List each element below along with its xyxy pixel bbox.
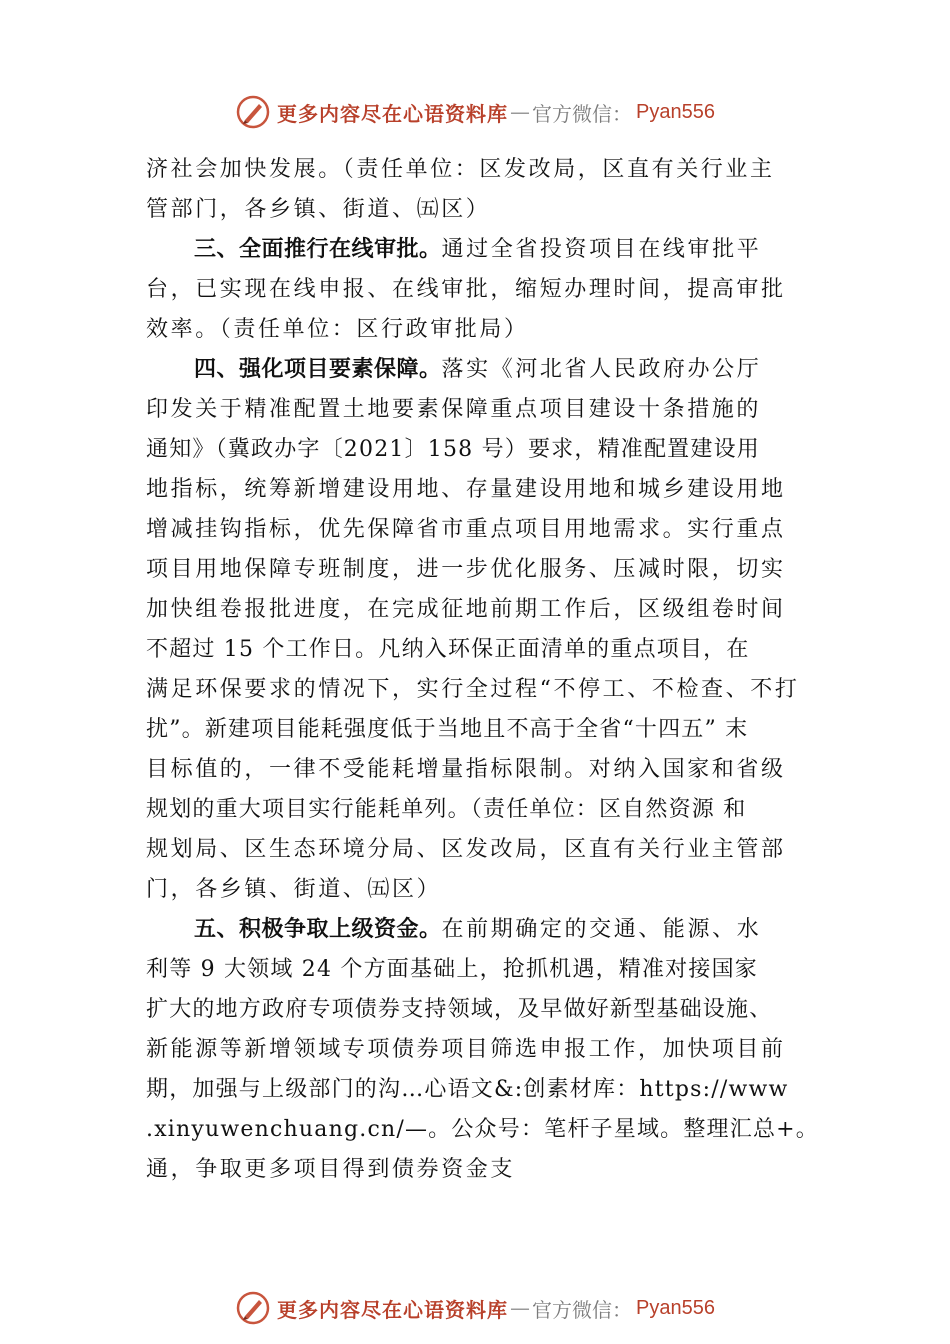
paragraph-section-4 [146,350,818,390]
pen-logo-icon [235,1290,271,1326]
text-span: 通过全省投资项目在线审批平 [441,237,762,262]
text-line: 项目用地保障专班制度，进一步优化服务、压减时限，切实 [146,557,786,582]
text-line: 地指标，统筹新增建设用地、存量建设用地和城乡建设用地 [146,477,786,502]
section-heading: 四、强化项目要素保障。 [194,357,442,382]
banner-wechat-label: 官方微信： [532,1297,633,1322]
text-line: 期，加强与上级部门的沟…心语文&:创素材库：https://www [146,1077,789,1102]
text-span: 在前期确定的交通、能源、水 [441,917,762,942]
paragraph-section-5 [146,910,818,950]
text-line: 通，争取更多项目得到债券资金支 [146,1157,516,1182]
text-line: 门，各乡镇、街道、㈤区） [146,877,442,902]
text-line: 加快组卷报批进度，在完成征地前期工作后，区级组卷时间 [146,597,786,622]
text-line: 管部门，各乡镇、街道、㈤区） [146,197,491,222]
paragraph-section-3 [146,230,818,270]
text-line: 规划的重大项目实行能耗单列。（责任单位：区自然资源 和 [146,797,747,822]
text-line: 不超过 15 个工作日。凡纳入环保正面清单的重点项目，在 [146,637,750,662]
section-heading: 五、积极争取上级资金。 [194,917,442,942]
banner-main-text: 更多内容尽在心语资料库 [277,101,509,126]
banner-wechat-id: Pyan556 [636,1296,715,1319]
text-line: 通知》（冀政办字〔2021〕158 号）要求，精准配置建设用 [146,437,760,462]
banner-separator: — [510,1296,531,1320]
banner-wechat-label: 官方微信： [532,101,633,126]
text-line: 扩大的地方政府专项债券支持领域，及早做好新型基础设施、 [146,997,773,1022]
banner-wechat-id: Pyan556 [636,100,715,123]
text-line: 满足环保要求的情况下，实行全过程“不停工、不检查、不打 [146,677,800,702]
text-line: 新能源等新增领域专项债券项目筛选申报工作，加快项目前 [146,1037,786,1062]
text-line: 利等 9 大领域 24 个方面基础上，抢抓机遇，精准对接国家 [146,957,758,982]
text-line: 规划局、区生态环境分局、区发改局，区直有关行业主管部 [146,837,786,862]
footer-banner [0,1288,950,1328]
header-banner [0,92,950,132]
text-line: 效率。（责任单位：区行政审批局） [146,317,529,342]
section-heading: 三、全面推行在线审批。 [194,237,442,262]
pen-logo-icon [235,94,271,130]
document-body [146,150,818,1190]
text-line: 台，已实现在线申报、在线审批，缩短办理时间，提高审批 [146,277,786,302]
text-span: 落实《河北省人民政府办公厅 [441,357,762,382]
text-line: 济社会加快发展。（责任单位：区发改局，区直有关行业主 [146,157,775,182]
text-line: .xinyuwenchuang.cn/—。公众号：笔杆子星域。整理汇总+。 [146,1117,819,1142]
text-line: 增减挂钩指标，优先保障省市重点项目用地需求。实行重点 [146,517,786,542]
text-line: 扰”。新建项目能耗强度低于当地且不高于全省“十四五” 末 [146,717,749,742]
text-line: 目标值的，一律不受能耗增量指标限制。对纳入国家和省级 [146,757,786,782]
banner-main-text: 更多内容尽在心语资料库 [277,1297,509,1322]
text-line: 印发关于精准配置土地要素保障重点项目建设十条措施的 [146,397,762,422]
banner-separator: — [510,100,531,124]
